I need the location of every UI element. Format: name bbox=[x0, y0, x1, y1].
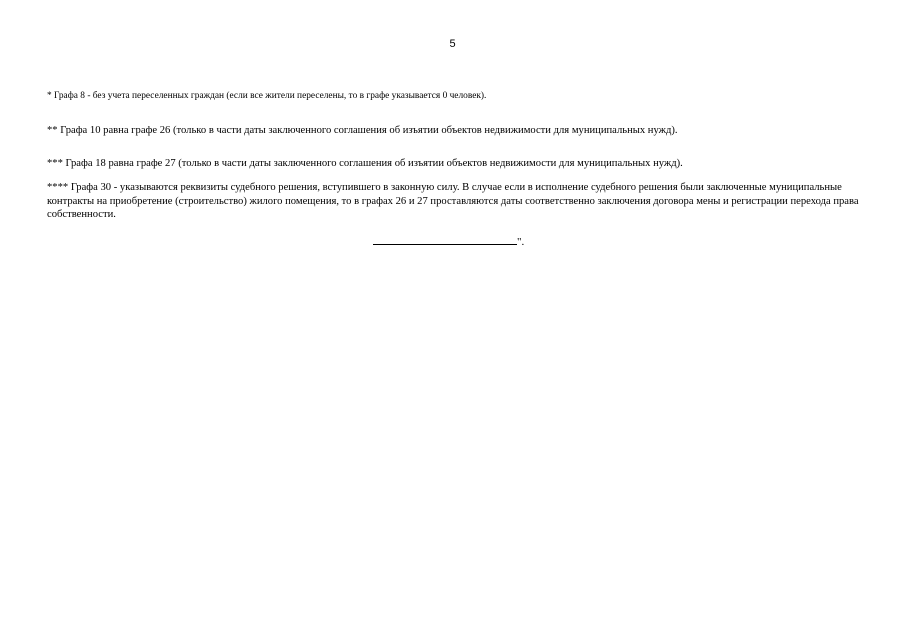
footnote-graph-10: ** Графа 10 равна графе 26 (только в части даты заключенного соглашения об изъятии объектов недвижимости для муниципальных нужд). bbox=[47, 125, 678, 136]
page-number: 5 bbox=[449, 38, 456, 50]
closing-underline bbox=[373, 235, 517, 245]
footnote-graph-8: * Графа 8 - без учета переселенных граждан (если все жители переселены, то в графе указывается 0 человек). bbox=[47, 91, 487, 101]
document-closing bbox=[373, 235, 524, 248]
footnote-graph-30: **** Графа 30 - указываются реквизиты судебного решения, вступившего в законную силу. В случае если в исполнение судебного решения были заключенные муниципальные контракты на приобретение (строительство) жилого помещения, то в графах 26 и 27 проставляются даты соответственно заключения договора мены и регистрации перехода права собственности. bbox=[47, 182, 859, 220]
footnote-graph-18: *** Графа 18 равна графе 27 (только в части даты заключенного соглашения об изъятии объектов недвижимости для муниципальных нужд). bbox=[47, 158, 683, 169]
closing-quote-mark: ". bbox=[517, 236, 525, 248]
